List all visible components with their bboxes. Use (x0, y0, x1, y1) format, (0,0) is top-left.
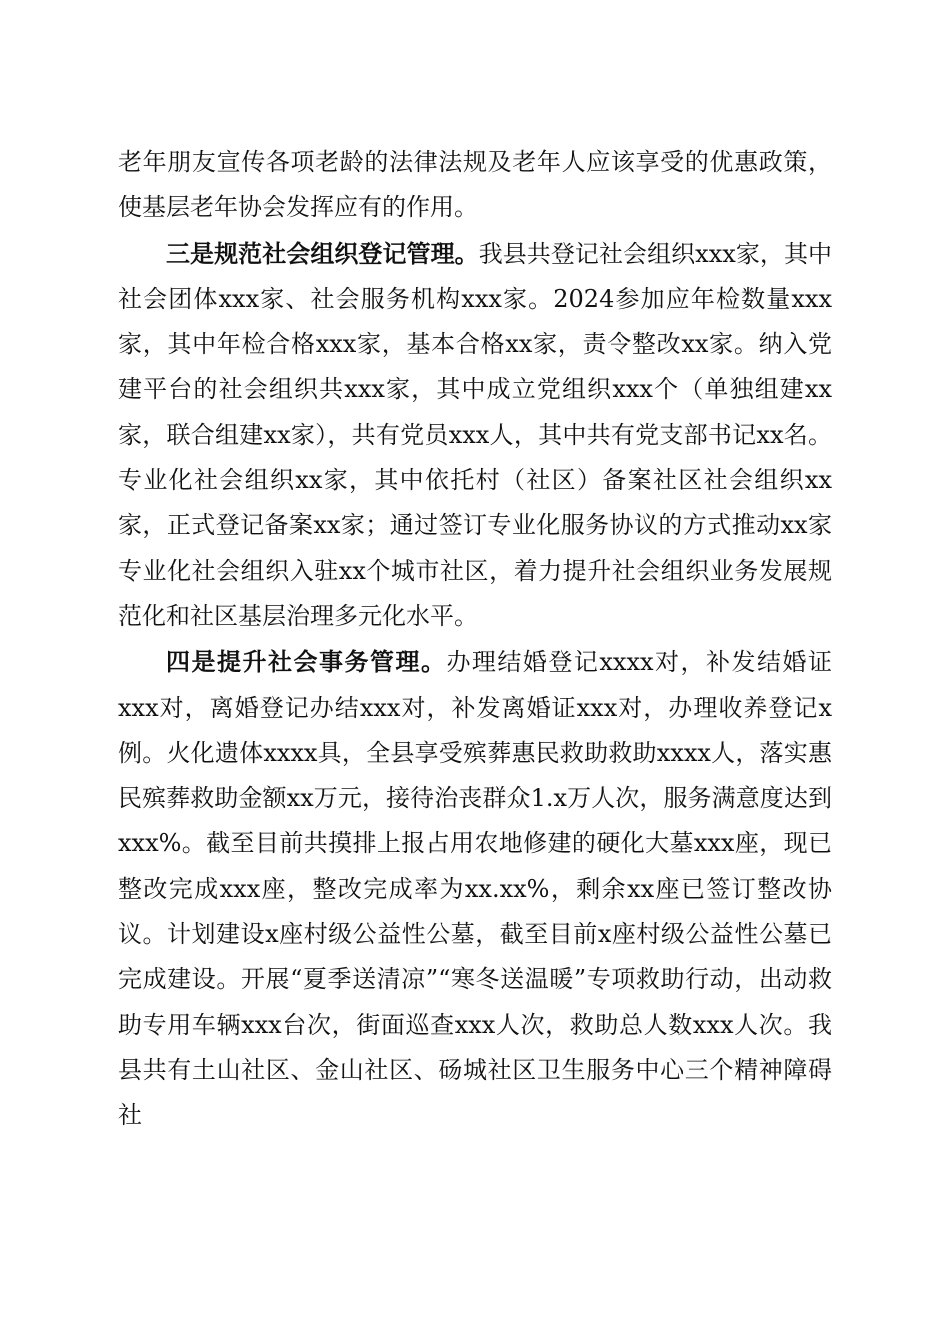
paragraph-text: 老年朋友宣传各项老龄的法律法规及老年人应该享受的优惠政策，使基层老年协会发挥应有的作用。 (118, 148, 832, 222)
paragraph-text: 办理结婚登记xxxx对，补发结婚证xxx对，离婚登记办结xxx对，补发离婚证xxx对，办理收养登记x例。火化遗体xxxx具，全县享受殡葬惠民救助救助xxxx人，落实惠民殡葬救助金额xx万元，接待治丧群众1.x万人次，服务满意度达到xxx%。截至目前共摸排上报占用农地修建的硬化大墓xxx座，现已整改完成xxx座，整改完成率为xx.xx%，剩余xx座已签订整改协议。计划建设x座村级公益性公墓，截至目前x座村级公益性公墓已完成建设。开展“夏季送清凉”“寒冬送温暖”专项救助行动，出动救助专用车辆xxx台次，街面巡查xxx人次，救助总人数xxx人次。我县共有土山社区、金山社区、砀城社区卫生服务中心三个精神障碍社 (118, 648, 833, 1130)
document-page (118, 140, 832, 1139)
paragraph-social-affairs (118, 639, 832, 1138)
paragraph-text: 我县共登记社会组织xxx家，其中社会团体xxx家、社会服务机构xxx家。2024参加应年检数量xxx家，其中年检合格xxx家，基本合格xx家，责令整改xx家。纳入党建平台的社会组织共xxx家，其中成立党组织xxx个（单独组建xx家，联合组建xx家），共有党员xxx人，其中共有党支部书记xx名。专业化社会组织xx家，其中依托村（社区）备案社区社会组织xx家，正式登记备案xx家；通过签订专业化服务协议的方式推动xx家专业化社会组织入驻xx个城市社区，着力提升社会组织业务发展规范化和社区基层治理多元化水平。 (118, 239, 833, 630)
paragraph-heading: 四是提升社会事务管理。 (166, 647, 447, 677)
paragraph-continuation (118, 140, 832, 231)
paragraph-heading: 三是规范社会组织登记管理。 (166, 238, 479, 268)
paragraph-social-organization (118, 231, 832, 640)
